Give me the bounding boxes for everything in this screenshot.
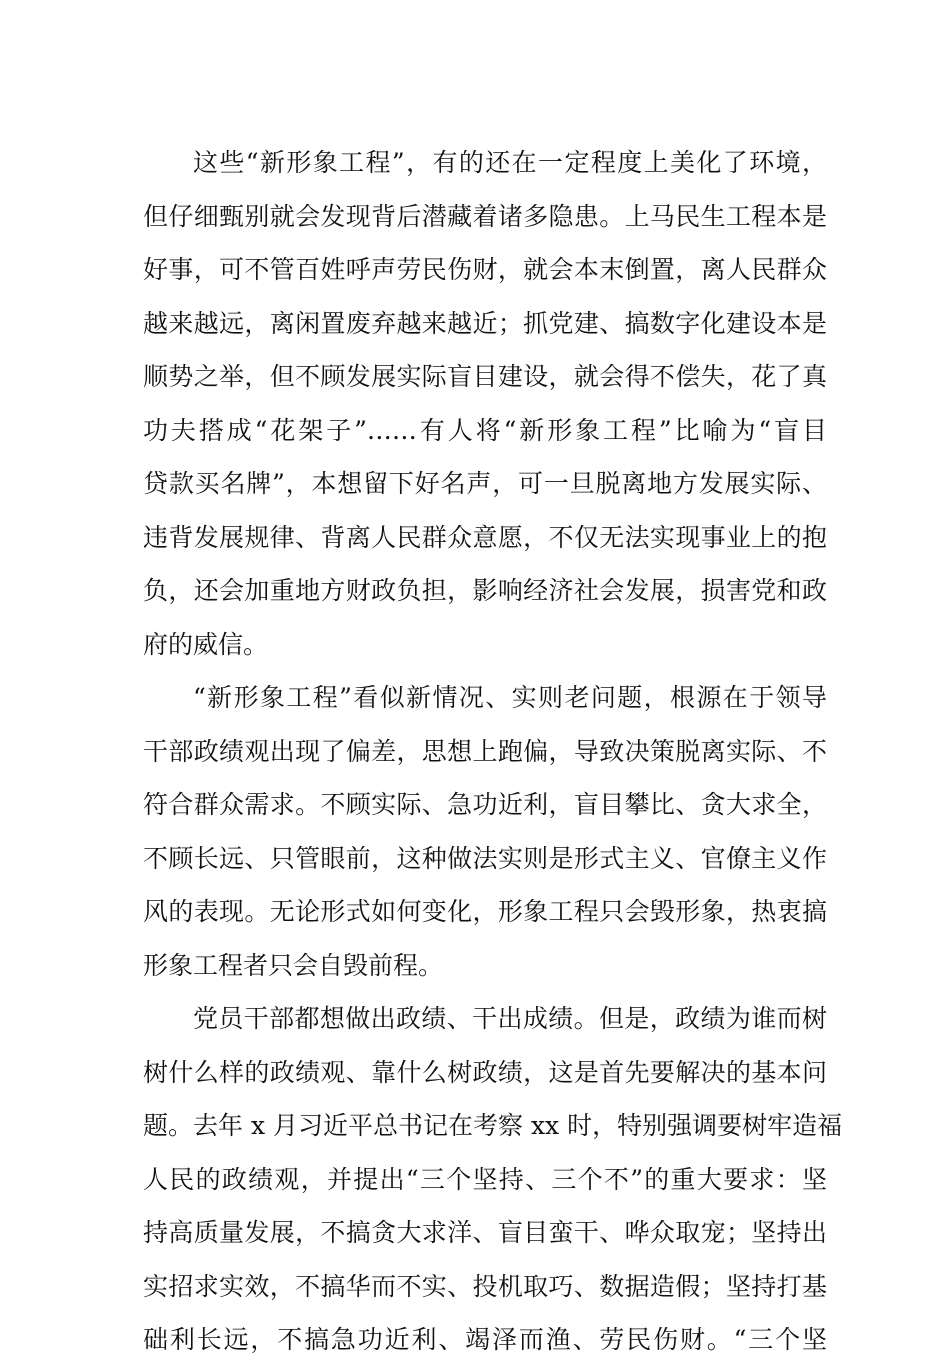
text-line: 负，还会加重地方财政负担，影响经济社会发展，损害党和政 xyxy=(143,576,827,605)
text-line: 实招求实效，不搞华而不实、投机取巧、数据造假；坚持打基 xyxy=(143,1271,827,1301)
text-line: 干部政绩观出现了偏差，思想上跑偏，导致决策脱离实际、不 xyxy=(143,736,827,766)
text-line: 持高质量发展，不搞贪大求洋、盲目蛮干、哗众取宠；坚持出 xyxy=(143,1218,827,1247)
text-line: 风的表现。无论形式如何变化，形象工程只会毁形象，热衷搞 xyxy=(143,897,827,926)
text-line: 好事，可不管百姓呼声劳民伤财，就会本末倒置，离人民群众 xyxy=(143,255,827,284)
text-line: 贷款买名牌”，本想留下好名声，可一旦脱离地方发展实际、 xyxy=(143,469,827,498)
text-line: 础利长远，不搞急功近利、竭泽而渔、劳民伤财。“三个坚 xyxy=(143,1325,827,1354)
paragraph-2 xyxy=(143,671,827,992)
text-line: 形象工程者只会自毁前程。 xyxy=(143,950,444,980)
text-line: 题。去年 x 月习近平总书记在考察 xx 时，特别强调要树牢造福 xyxy=(143,1111,843,1140)
text-line: 府的威信。 xyxy=(143,629,269,659)
text-line: 顺势之举，但不顾发展实际盲目建设，就会得不偿失，花了真 xyxy=(143,362,827,391)
text-line: 但仔细甄别就会发现背后潜藏着诸多隐患。上马民生工程本是 xyxy=(143,201,827,231)
text-line: 违背发展规律、背离人民群众意愿，不仅无法实现事业上的抱 xyxy=(143,522,827,552)
paragraph-3 xyxy=(143,992,843,1367)
text-line: 人民的政绩观，并提出“三个坚持、三个不”的重大要求：坚 xyxy=(143,1164,827,1194)
text-line: 越来越远，离闲置废弃越来越近；抓党建、搞数字化建设本是 xyxy=(143,308,827,338)
document-body xyxy=(143,136,843,1367)
text-line: 这些“新形象工程”，有的还在一定程度上美化了环境， xyxy=(193,148,827,177)
paragraph-1 xyxy=(143,136,827,671)
text-line: 树什么样的政绩观、靠什么树政绩，这是首先要解决的基本问 xyxy=(143,1057,827,1087)
text-line: 不顾长远、只管眼前，这种做法实则是形式主义、官僚主义作 xyxy=(143,843,827,873)
text-line: “新形象工程”看似新情况、实则老问题，根源在于领导 xyxy=(193,683,827,712)
text-line: 符合群众需求。不顾实际、急功近利，盲目攀比、贪大求全， xyxy=(143,790,827,819)
text-line: 功夫搭成“花架子”……有人将“新形象工程”比喻为“盲目 xyxy=(143,415,827,445)
text-line: 党员干部都想做出政绩、干出成绩。但是，政绩为谁而树 xyxy=(193,1004,827,1033)
